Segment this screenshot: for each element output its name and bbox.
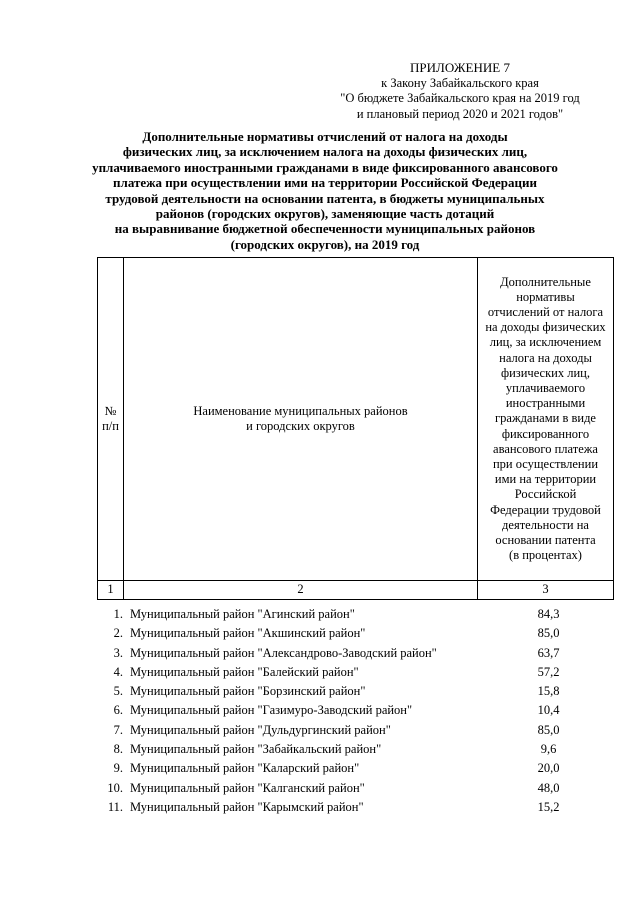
row-number: 7.	[113, 722, 123, 737]
table-row	[97, 759, 613, 778]
table-row	[97, 682, 613, 701]
row-number: 2.	[113, 626, 123, 641]
title-line: Дополнительные нормативы отчислений от налога на доходы	[142, 129, 508, 144]
header-normative-line: Дополнительные	[500, 274, 591, 289]
header-normative-line: налога на доходы	[499, 350, 592, 365]
header-normative	[478, 258, 614, 581]
title-line: физических лиц, за исключением налога на доходы физических лиц,	[122, 144, 528, 160]
row-name: Муниципальный район "Забайкальский район"	[130, 742, 382, 757]
row-name: Муниципальный район "Карымский район"	[130, 799, 364, 814]
header-normative-line: авансового платежа	[493, 441, 598, 456]
header-normative-line: отчислений от налога	[487, 304, 604, 319]
row-number: 6.	[113, 703, 123, 718]
row-value: 10,4	[537, 703, 560, 718]
column-number-1: 1	[98, 581, 124, 600]
header-normative-line: (в процентах)	[509, 548, 582, 563]
table-row	[97, 644, 613, 663]
row-value: 20,0	[537, 761, 560, 776]
appendix-heading: ПРИЛОЖЕНИЕ 7	[410, 60, 510, 75]
row-value: 63,7	[537, 645, 560, 660]
table-row	[97, 624, 613, 643]
column-number-3: 3	[478, 581, 614, 600]
appendix-block	[300, 60, 620, 122]
row-number: 11.	[107, 799, 123, 814]
row-value: 85,0	[537, 722, 560, 737]
title-line: платежа при осуществлении ими на территории Российской Федерации	[113, 175, 537, 191]
row-number: 5.	[113, 684, 123, 699]
header-normative-line: Федерации трудовой	[490, 502, 601, 517]
table-body	[97, 605, 613, 817]
title-line: (городских округов), на 2019 год	[230, 236, 420, 252]
row-name: Муниципальный район "Александрово-Заводский район"	[130, 645, 437, 660]
header-normative-line: деятельности на	[502, 517, 589, 532]
row-number: 1.	[113, 607, 123, 621]
row-value: 85,0	[537, 626, 560, 641]
row-number: 9.	[113, 761, 123, 776]
appendix-line: и плановый период 2020 и 2021 годов"	[356, 106, 564, 121]
row-number: 3.	[113, 645, 123, 660]
table-row	[97, 605, 613, 624]
row-name: Муниципальный район "Агинский район"	[130, 607, 355, 621]
table-row	[97, 779, 613, 798]
title-line: на выравнивание бюджетной обеспеченности муниципальных районов	[114, 221, 536, 237]
row-name: Муниципальный район "Газимуро-Заводский район"	[130, 703, 413, 718]
row-value: 48,0	[537, 780, 560, 795]
header-normative-line: нормативы	[516, 289, 575, 304]
header-normative-line: уплачиваемого	[505, 380, 586, 395]
table-row	[97, 663, 613, 682]
row-number: 4.	[113, 664, 123, 679]
title-line: трудовой деятельности на основании патента, в бюджеты муниципальных	[105, 190, 545, 206]
header-normative-line: ими на территории	[494, 472, 597, 487]
title-line: районов (городских округов), заменяющие часть дотаций	[155, 206, 495, 222]
column-number-2: 2	[124, 581, 478, 600]
header-name: Наименование муниципальных районов и городских округов	[124, 258, 478, 581]
row-value: 57,2	[537, 664, 560, 679]
table-row	[97, 740, 613, 759]
header-normative-line: лиц, за исключением	[489, 335, 602, 350]
header-normative-line: на доходы физических	[485, 320, 606, 335]
row-name: Муниципальный район "Дульдургинский район"	[130, 722, 391, 737]
row-name: Муниципальный район "Акшинский район"	[130, 626, 366, 641]
row-value: 9,6	[540, 742, 557, 757]
table-row	[97, 721, 613, 740]
row-number: 10.	[107, 780, 123, 795]
table-row	[97, 701, 613, 720]
table-row	[97, 798, 613, 817]
header-normative-line: иностранными	[505, 396, 586, 411]
header-normative-line: Российской	[514, 487, 577, 502]
row-name: Муниципальный район "Балейский район"	[130, 664, 359, 679]
row-value: 15,2	[537, 799, 560, 814]
appendix-line: к Закону Забайкальского края	[381, 75, 539, 90]
row-name: Муниципальный район "Борзинский район"	[130, 684, 366, 699]
header-normative-line: гражданами в виде	[495, 411, 596, 426]
header-normative-line: фиксированного	[501, 426, 590, 441]
header-normative-line: основании патента	[495, 533, 596, 548]
table-header	[97, 257, 614, 600]
row-number: 8.	[113, 742, 123, 757]
row-value: 15,8	[537, 684, 560, 699]
row-name: Муниципальный район "Калганский район"	[130, 780, 365, 795]
title-line: уплачиваемого иностранными гражданами в виде фиксированного авансового	[92, 159, 558, 175]
row-name: Муниципальный район "Каларский район"	[130, 761, 360, 776]
header-normative-line: при осуществлении	[492, 457, 599, 471]
header-number: № п/п	[98, 258, 124, 581]
appendix-line: "О бюджете Забайкальского края на 2019 год	[340, 91, 580, 105]
header-normative-line: физических лиц,	[501, 365, 590, 380]
document-title	[60, 129, 590, 252]
row-value: 84,3	[537, 607, 560, 621]
